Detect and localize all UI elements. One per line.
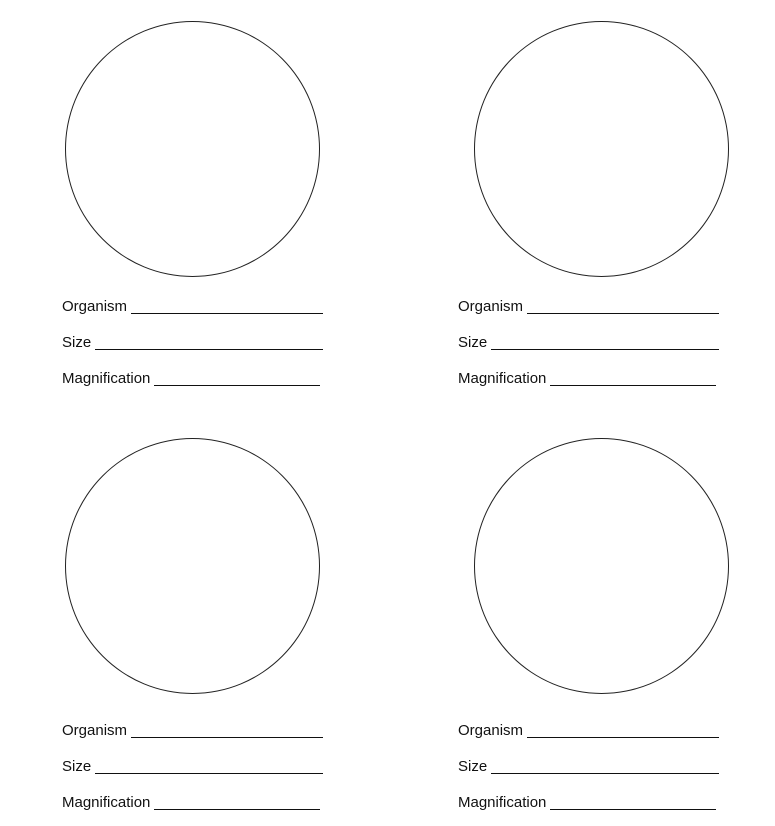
magnification-field [458,368,716,388]
size-label: Size [458,334,488,351]
field-of-view-circle [474,21,729,277]
magnification-label: Magnification [62,370,151,387]
organism-field [458,720,719,740]
organism-blank-line[interactable] [527,312,719,314]
magnification-blank-line[interactable] [550,808,716,810]
magnification-blank-line[interactable] [550,384,716,386]
size-label: Size [458,758,488,775]
magnification-label: Magnification [458,794,547,811]
magnification-blank-line[interactable] [154,808,320,810]
organism-label: Organism [458,298,524,315]
size-blank-line[interactable] [491,348,719,350]
size-blank-line[interactable] [491,772,719,774]
field-of-view-circle [65,438,320,694]
size-field [458,332,719,352]
size-field [62,756,323,776]
size-field [458,756,719,776]
size-label: Size [62,334,92,351]
field-of-view-circle [474,438,729,694]
organism-blank-line[interactable] [131,736,323,738]
magnification-field [62,792,320,812]
size-blank-line[interactable] [95,772,323,774]
organism-field [62,720,323,740]
organism-label: Organism [62,722,128,739]
organism-label: Organism [458,722,524,739]
organism-label: Organism [62,298,128,315]
magnification-label: Magnification [458,370,547,387]
magnification-label: Magnification [62,794,151,811]
magnification-field [458,792,716,812]
organism-field [458,296,719,316]
size-label: Size [62,758,92,775]
organism-blank-line[interactable] [527,736,719,738]
